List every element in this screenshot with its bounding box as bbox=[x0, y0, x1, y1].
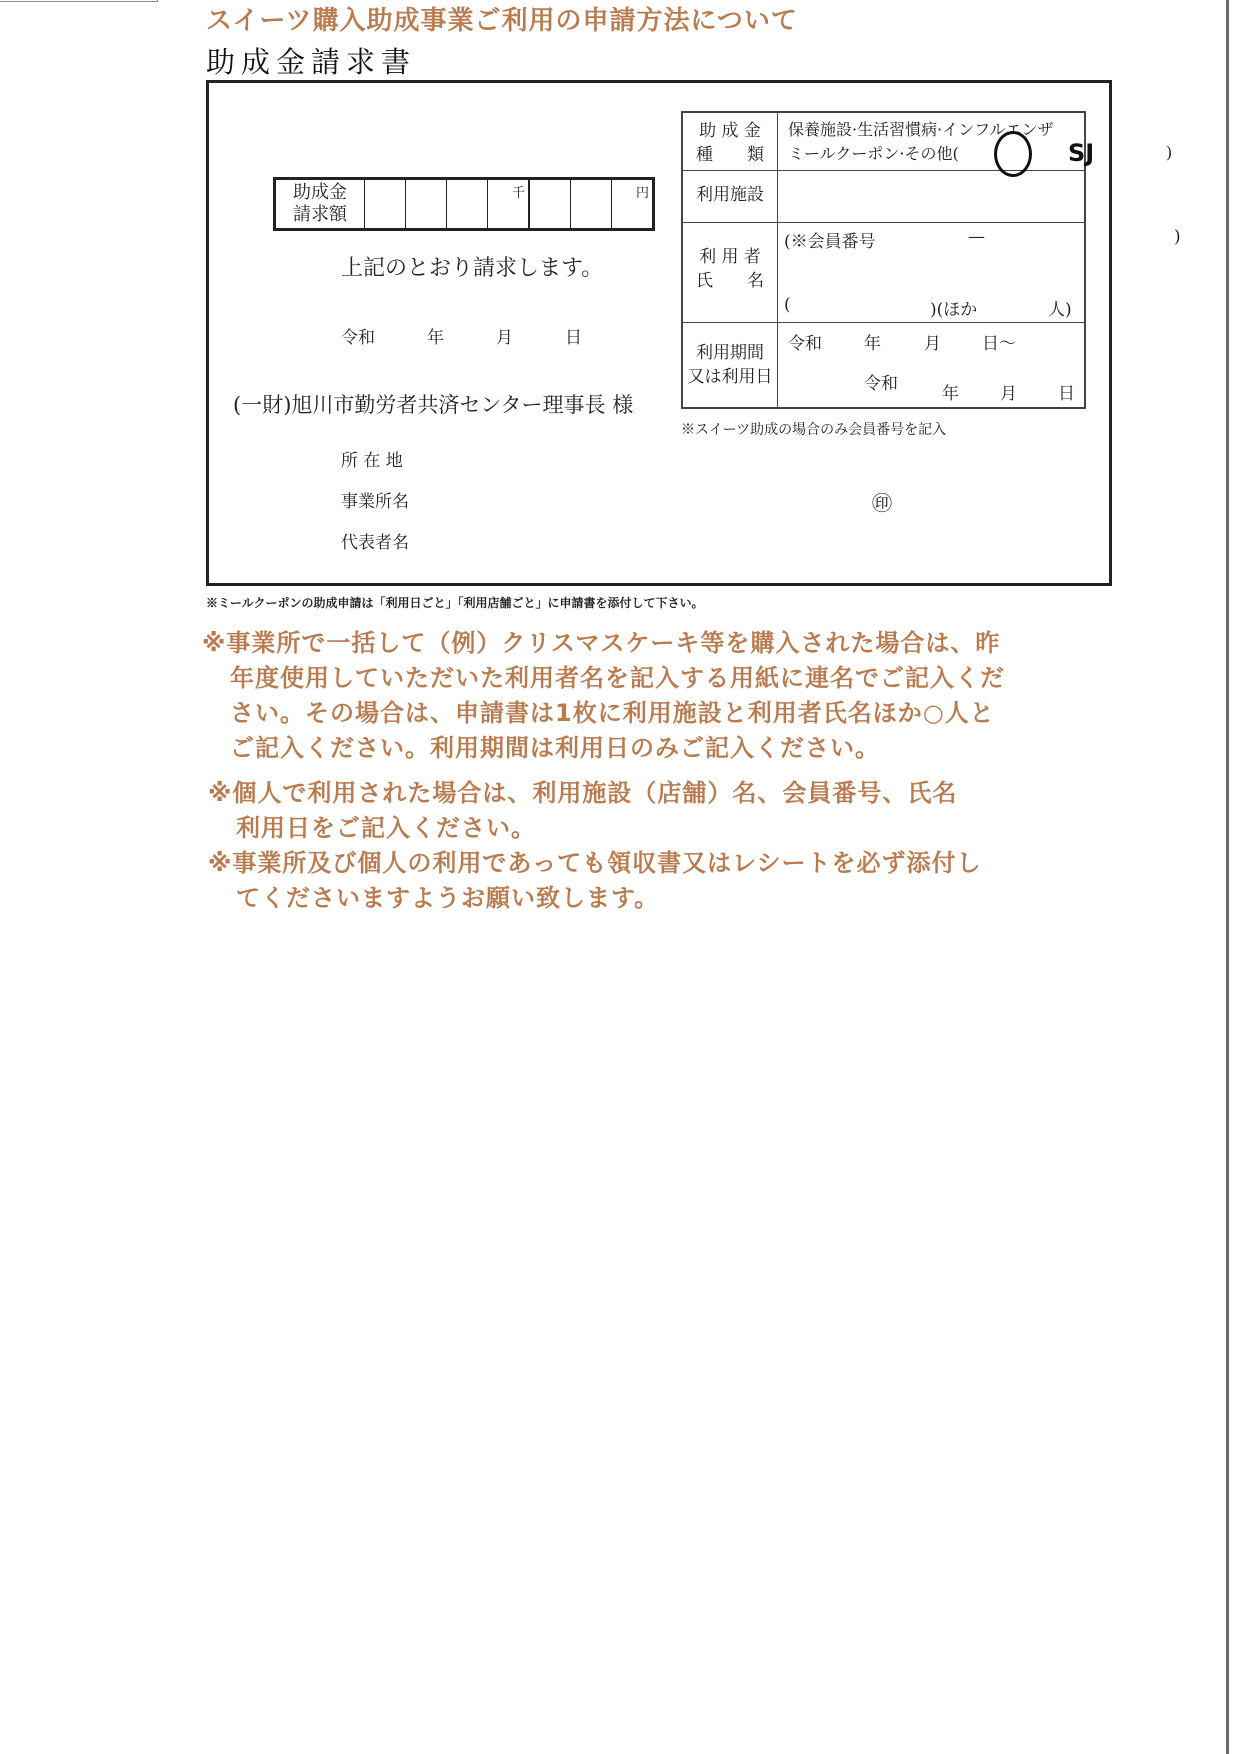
instruction-receipt: ※事業所及び個人の利用であっても領収書又はレシートを必ず添付し てくださいますようお願い致します。 bbox=[208, 849, 982, 912]
period-field[interactable]: 令和 年 月 日〜 令和 年 月 日 bbox=[778, 322, 1086, 408]
page-heading: スイーツ購入助成事業ご利用の申請方法について bbox=[206, 6, 798, 36]
amount-digit-cell[interactable] bbox=[571, 179, 612, 230]
grant-type-label: 助 成 金 種 類 bbox=[682, 112, 778, 170]
document-title: 助成金請求書 bbox=[206, 45, 417, 79]
other-value-text: SJ bbox=[1068, 139, 1095, 167]
office-name-label: 事業所名 bbox=[341, 492, 409, 512]
facility-label: 利用施設 bbox=[682, 170, 778, 222]
amount-digit-cell[interactable] bbox=[488, 179, 530, 230]
representative-label: 代表者名 bbox=[341, 533, 409, 553]
amount-digit-cell[interactable] bbox=[447, 179, 488, 230]
user-name-label: 利 用 者 氏 名 bbox=[682, 222, 778, 322]
amount-digit-cell[interactable] bbox=[406, 179, 447, 230]
unit-yen: 円 bbox=[635, 186, 649, 201]
seal-mark: ㊞ bbox=[872, 491, 892, 515]
scan-edge-line bbox=[1226, 0, 1229, 1754]
meal-coupon-footnote: ※ミールクーポンの助成申請は「利用日ごと」「利用店舗ごと」に申請書を添付して下さい。 bbox=[206, 596, 704, 610]
grant-type-options[interactable]: 保養施設·生活習慣病·インフルエンザ ミールクーポン·その他( SJ ) bbox=[778, 112, 1086, 170]
unit-thousand: 千 bbox=[511, 186, 525, 201]
grant-request-form bbox=[206, 80, 1181, 586]
page-corner-mark bbox=[0, 0, 158, 2]
facility-field[interactable] bbox=[778, 170, 1086, 222]
request-date: 令和 年 月 日 bbox=[341, 328, 582, 348]
period-label: 利用期間 又は利用日 bbox=[682, 322, 778, 408]
amount-digit-cell[interactable] bbox=[365, 179, 406, 230]
sweets-member-note: ※スイーツ助成の場合のみ会員番号を記入 bbox=[681, 422, 947, 438]
info-table bbox=[681, 111, 1181, 409]
instruction-individual: ※個人で利用された場合は、利用施設（店舗）名、会員番号、氏名 利用日をご記入ください。 bbox=[208, 779, 958, 842]
amount-digit-cell[interactable] bbox=[612, 179, 654, 230]
recipient-name: (一財)旭川市勤労者共済センター理事長 様 bbox=[233, 393, 634, 417]
amount-digit-cell[interactable] bbox=[529, 179, 571, 230]
address-label: 所 在 地 bbox=[341, 451, 403, 471]
instruction-bulk-purchase: ※事業所で一括して（例）クリスマスケーキ等を購入された場合は、昨 年度使用していただいた利用者名を記入する用紙に連名でご記入くだ さい。その場合は、申請書は1枚に利用施設と利用者氏名ほか○人と ご記入ください。利用期間は利用日のみご記入ください。 bbox=[202, 629, 1005, 762]
amount-label: 助成金 請求額 bbox=[275, 179, 365, 230]
amount-table bbox=[273, 177, 655, 231]
user-name-field[interactable]: (※会員番号 — ) ( )(ほか 人) bbox=[778, 222, 1086, 322]
request-statement: 上記のとおり請求します。 bbox=[341, 256, 604, 281]
